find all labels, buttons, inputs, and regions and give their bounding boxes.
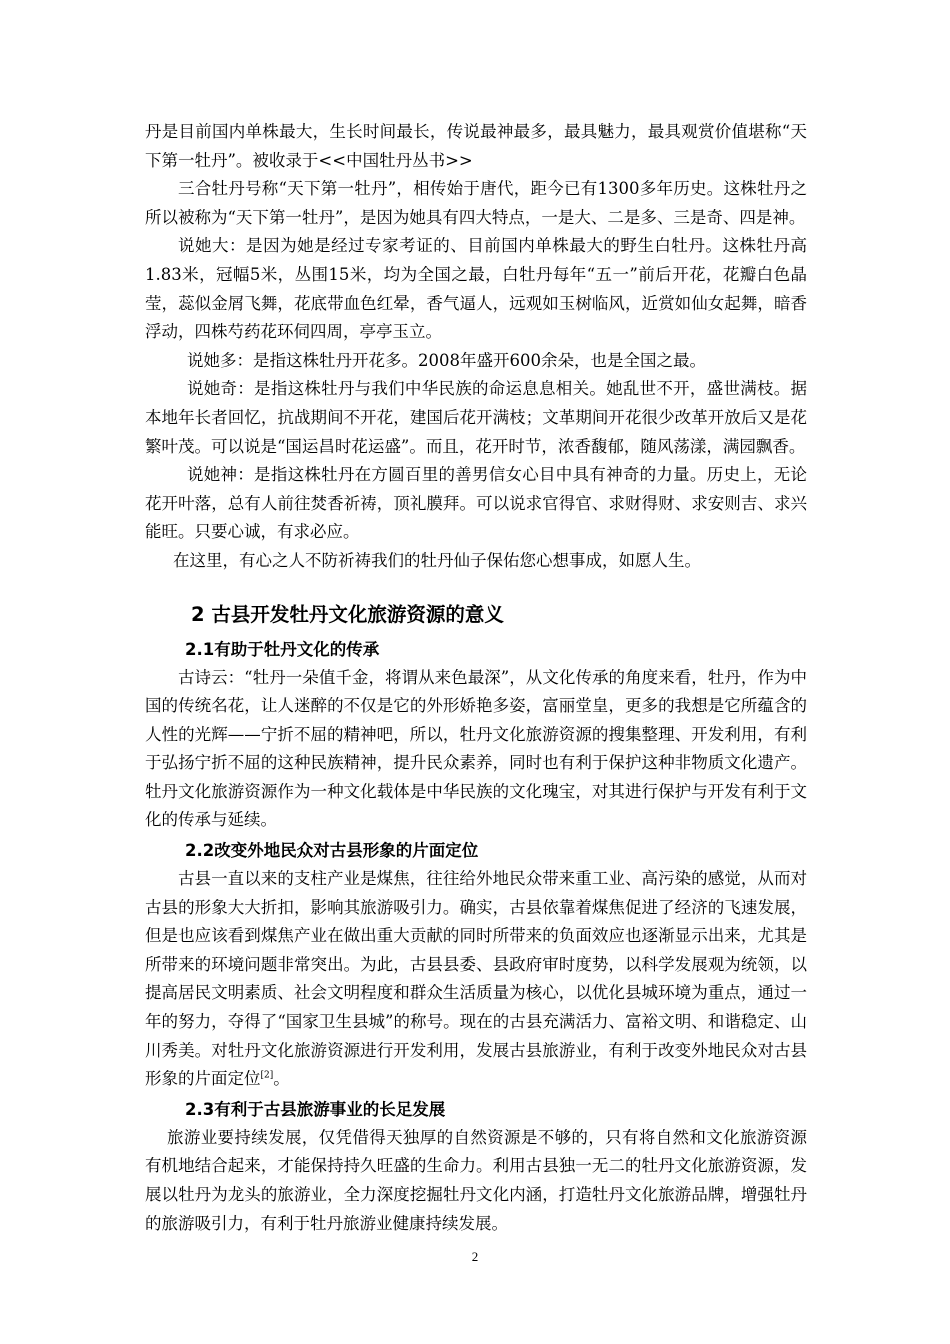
citation-marker: [2] bbox=[260, 1070, 274, 1081]
paragraph-strange: 说她奇：是指这株牡丹与我们中华民族的命运息息相关。她乱世不开，盛世满枝。据本地年长者回忆，抗战期间不开花，建国后花开满枝；文革期间开花很少改革开放后又是花繁叶茂。可以说是“国运昌时花运盛”。而且，花开时节，浓香馥郁，随风荡漾，满园飘香。 bbox=[145, 379, 807, 456]
page-number: 2 bbox=[471, 1249, 479, 1264]
paragraph-many: 说她多：是指这株牡丹开花多。2008年盛开600余朵，也是全国之最。 bbox=[187, 350, 706, 370]
section-heading: 2 古县开发牡丹文化旅游资源的意义 bbox=[191, 602, 504, 626]
paragraph-big: 说她大：是因为她是经过专家考证的、目前国内单株最大的野生白牡丹。这株牡丹高1.83米，冠幅5米，丛围15米，均为全国之最，白牡丹每年“五一”前后开花，花瓣白色晶莹，蕊似金屑飞舞，花底带血色红晕，香气逼人，远观如玉树临风，近赏如仙女起舞，暗香浮动，四株芍药花环伺四周，亭亭玉立。 bbox=[145, 236, 807, 342]
subsection-text-2-1: 古诗云：“牡丹一朵值千金，将谓从来色最深”，从文化传承的角度来看，牡丹，作为中国的传统名花，让人迷醉的不仅是它的外形娇艳多姿，富丽堂皇，更多的我想是它所蕴含的人性的光辉——宁折不屈的精神吧，所以，牡丹文化旅游资源的搜集整理、开发利用，有利于弘扬宁折不屈的这种民族精神，提升民众素养，同时也有利于保护这种非物质文化遗产。牡丹文化旅游资源作为一种文化载体是中华民族的文化瑰宝，对其进行保护与开发有利于文化的传承与延续。 bbox=[145, 667, 807, 830]
paragraph-closing: 在这里，有心之人不防祈祷我们的牡丹仙子保佑您心想事成，如愿人生。 bbox=[173, 550, 701, 570]
paragraph-intro: 三合牡丹号称“天下第一牡丹”，相传始于唐代，距今已有1300多年历史。这株牡丹之所以被称为“天下第一牡丹”，是因为她具有四大特点，一是大、二是多、三是奇、四是神。 bbox=[145, 179, 807, 227]
subsection-text-2-2-tail: 。 bbox=[273, 1069, 290, 1089]
subsection-heading-2-2: 2.2改变外地民众对古县形象的片面定位 bbox=[185, 841, 479, 861]
page-content bbox=[145, 118, 807, 1238]
paragraph-divine: 说她神：是指这株牡丹在方圆百里的善男信女心目中具有神奇的力量。历史上，无论花开叶落，总有人前往焚香祈祷，顶礼膜拜。可以说求官得官、求财得财、求安则吉、求兴能旺。只要心诚，有求必应。 bbox=[145, 465, 807, 542]
paragraph-continuation: 丹是目前国内单株最大，生长时间最长，传说最神最多，最具魅力，最具观赏价值堪称“天下第一牡丹”。被收录于<<中国牡丹丛书>> bbox=[145, 122, 807, 170]
subsection-heading-2-3: 2.3有利于古县旅游事业的长足发展 bbox=[185, 1099, 446, 1119]
subsection-text-2-2-body: 古县一直以来的支柱产业是煤焦，往往给外地民众带来重工业、高污染的感觉，从而对古县的形象大大折扣，影响其旅游吸引力。确实，古县依靠着煤焦促进了经济的飞速发展，但是也应该看到煤焦产业在做出重大贡献的同时所带来的负面效应也逐渐显示出来，尤其是所带来的环境问题非常突出。为此，古县县委、县政府审时度势，以科学发展观为统领，以提高居民文明素质、社会文明程度和群众生活质量为核心，以优化县城环境为重点，通过一年的努力，夺得了“国家卫生县城”的称号。现在的古县充满活力、富裕文明、和谐稳定、山川秀美。对牡丹文化旅游资源进行开发利用，发展古县旅游业，有利于改变外地民众对古县形象的片面定位 bbox=[145, 869, 807, 1089]
subsection-text-2-3: 旅游业要持续发展，仅凭借得天独厚的自然资源是不够的，只有将自然和文化旅游资源有机地结合起来，才能保持持久旺盛的生命力。利用古县独一无二的牡丹文化旅游资源，发展以牡丹为龙头的旅游业，全力深度挖掘牡丹文化内涵，打造牡丹文化旅游品牌，增强牡丹的旅游吸引力，有利于牡丹旅游业健康持续发展。 bbox=[145, 1127, 807, 1233]
subsection-heading-2-1: 2.1有助于牡丹文化的传承 bbox=[185, 639, 380, 659]
subsection-text-2-2 bbox=[145, 865, 807, 1094]
